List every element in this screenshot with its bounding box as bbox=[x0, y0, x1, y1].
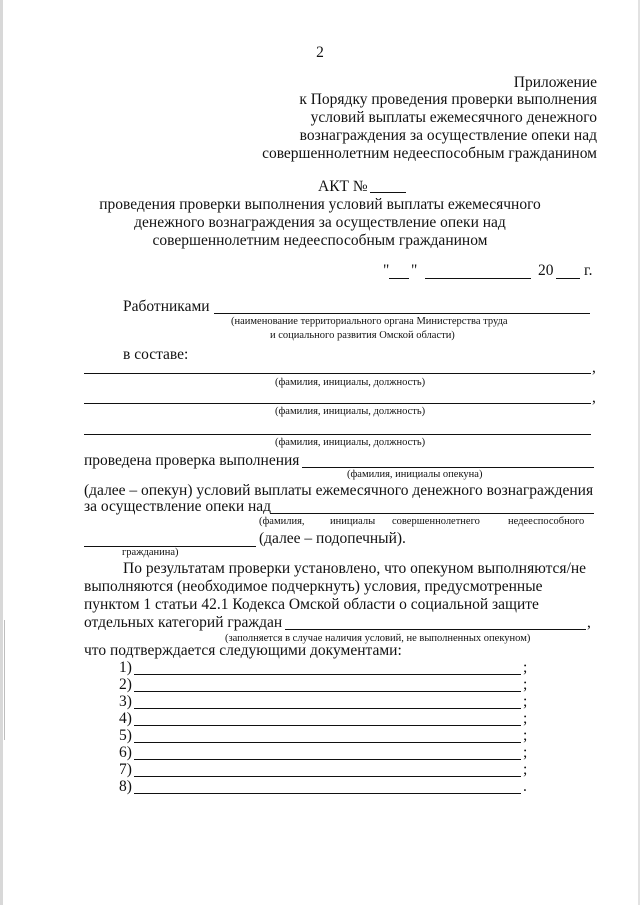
appendix-line: вознаграждения за осуществление опеки над bbox=[299, 127, 597, 144]
date-quote-close: " bbox=[411, 262, 418, 279]
document-number: 5) bbox=[119, 727, 132, 744]
workers-field[interactable] bbox=[214, 313, 590, 314]
document-end: ; bbox=[523, 676, 528, 693]
member-field[interactable] bbox=[84, 373, 591, 374]
date-year-prefix: 20 bbox=[538, 262, 554, 279]
document-number: 8) bbox=[119, 778, 132, 795]
member-hint: (фамилия, инициалы, должность) bbox=[275, 406, 426, 417]
document-field[interactable] bbox=[134, 793, 521, 794]
guardian-line: (далее – опекун) условий выплаты ежемесячного денежного вознаграждения bbox=[84, 482, 594, 499]
document-field[interactable] bbox=[134, 708, 521, 709]
member-field[interactable] bbox=[84, 434, 591, 435]
guardian-field[interactable] bbox=[302, 467, 594, 468]
result-line: По результатам проверки установлено, что опекуном выполняются/не bbox=[123, 560, 587, 577]
ward-suffix: (далее – подопечный). bbox=[259, 530, 406, 547]
appendix-line: к Порядку проведения проверки выполнения bbox=[299, 91, 597, 108]
date-quote-open: " bbox=[383, 262, 390, 279]
document-end: ; bbox=[523, 727, 528, 744]
workers-hint: и социального развития Омской области) bbox=[270, 330, 455, 341]
document-number: 7) bbox=[119, 761, 132, 778]
ward-hint-word: совершеннолетнего bbox=[392, 516, 480, 527]
document-end: ; bbox=[523, 693, 528, 710]
workers-hint: (наименование территориального органа Министерства труда bbox=[231, 316, 508, 327]
document-number: 3) bbox=[119, 693, 132, 710]
document-field[interactable] bbox=[134, 725, 521, 726]
document-number: 4) bbox=[119, 710, 132, 727]
date-day-field[interactable] bbox=[389, 278, 409, 279]
document-field[interactable] bbox=[134, 742, 521, 743]
document-end: ; bbox=[523, 761, 528, 778]
scan-edge-left bbox=[0, 0, 3, 905]
document-number: 2) bbox=[119, 676, 132, 693]
act-subtitle-line: совершеннолетним недееспособным гражданином bbox=[152, 232, 488, 249]
ward-hint-end: гражданина) bbox=[122, 547, 179, 558]
page-number: 2 bbox=[316, 44, 324, 61]
date-year-suffix: г. bbox=[584, 262, 593, 279]
ward-hint-word: (фамилия, bbox=[259, 516, 305, 527]
document-field[interactable] bbox=[134, 691, 521, 692]
result-line: пунктом 1 статьи 42.1 Кодекса Омской области о социальной защите bbox=[84, 596, 539, 613]
appendix-line: условий выплаты ежемесячного денежного bbox=[310, 109, 597, 126]
ward-hint-word: инициалы bbox=[330, 516, 376, 527]
document-end: ; bbox=[523, 744, 528, 761]
workers-label: Работниками bbox=[123, 298, 210, 315]
date-year-field[interactable] bbox=[556, 278, 580, 279]
categories-comma: , bbox=[587, 614, 591, 631]
member-hint: (фамилия, инициалы, должность) bbox=[275, 377, 426, 388]
document-end: . bbox=[523, 778, 527, 795]
scan-edge-mark bbox=[4, 620, 5, 740]
check-label: проведена проверка выполнения bbox=[84, 452, 300, 469]
document-number: 6) bbox=[119, 744, 132, 761]
categories-hint: (заполняется в случае наличия условий, не выполненных опекуном) bbox=[225, 633, 531, 644]
member-field[interactable] bbox=[84, 403, 591, 404]
document-field[interactable] bbox=[134, 776, 521, 777]
composition-label: в составе: bbox=[123, 346, 189, 363]
act-title: АКТ № bbox=[318, 178, 368, 195]
member-comma: , bbox=[592, 389, 596, 406]
act-number-field[interactable] bbox=[370, 192, 406, 193]
act-subtitle-line: проведения проверки выполнения условий выплаты ежемесячного bbox=[99, 196, 541, 213]
appendix-line: совершеннолетним недееспособным гражданином bbox=[262, 145, 597, 162]
document-field[interactable] bbox=[134, 759, 521, 760]
document-field[interactable] bbox=[134, 674, 521, 675]
guardian-hint: (фамилия, инициалы опекуна) bbox=[347, 469, 483, 480]
date-month-field[interactable] bbox=[425, 278, 531, 279]
ward-label: за осуществление опеки над bbox=[84, 498, 272, 515]
document-number: 1) bbox=[119, 659, 132, 676]
categories-field[interactable] bbox=[285, 629, 586, 630]
ward-field[interactable] bbox=[270, 513, 594, 514]
member-comma: , bbox=[592, 359, 596, 376]
categories-label: отдельных категорий граждан bbox=[84, 614, 283, 631]
document-end: ; bbox=[523, 659, 528, 676]
act-subtitle-line: денежного вознаграждения за осуществление опеки над bbox=[134, 214, 506, 231]
member-hint: (фамилия, инициалы, должность) bbox=[275, 437, 426, 448]
document-end: ; bbox=[523, 710, 528, 727]
result-line: выполняются (необходимое подчеркнуть) условия, предусмотренные bbox=[84, 578, 543, 595]
confirmed-label: что подтверждается следующими документами: bbox=[84, 642, 402, 659]
ward-hint-word: недееспособного bbox=[508, 516, 585, 527]
appendix-title: Приложение bbox=[513, 74, 597, 91]
